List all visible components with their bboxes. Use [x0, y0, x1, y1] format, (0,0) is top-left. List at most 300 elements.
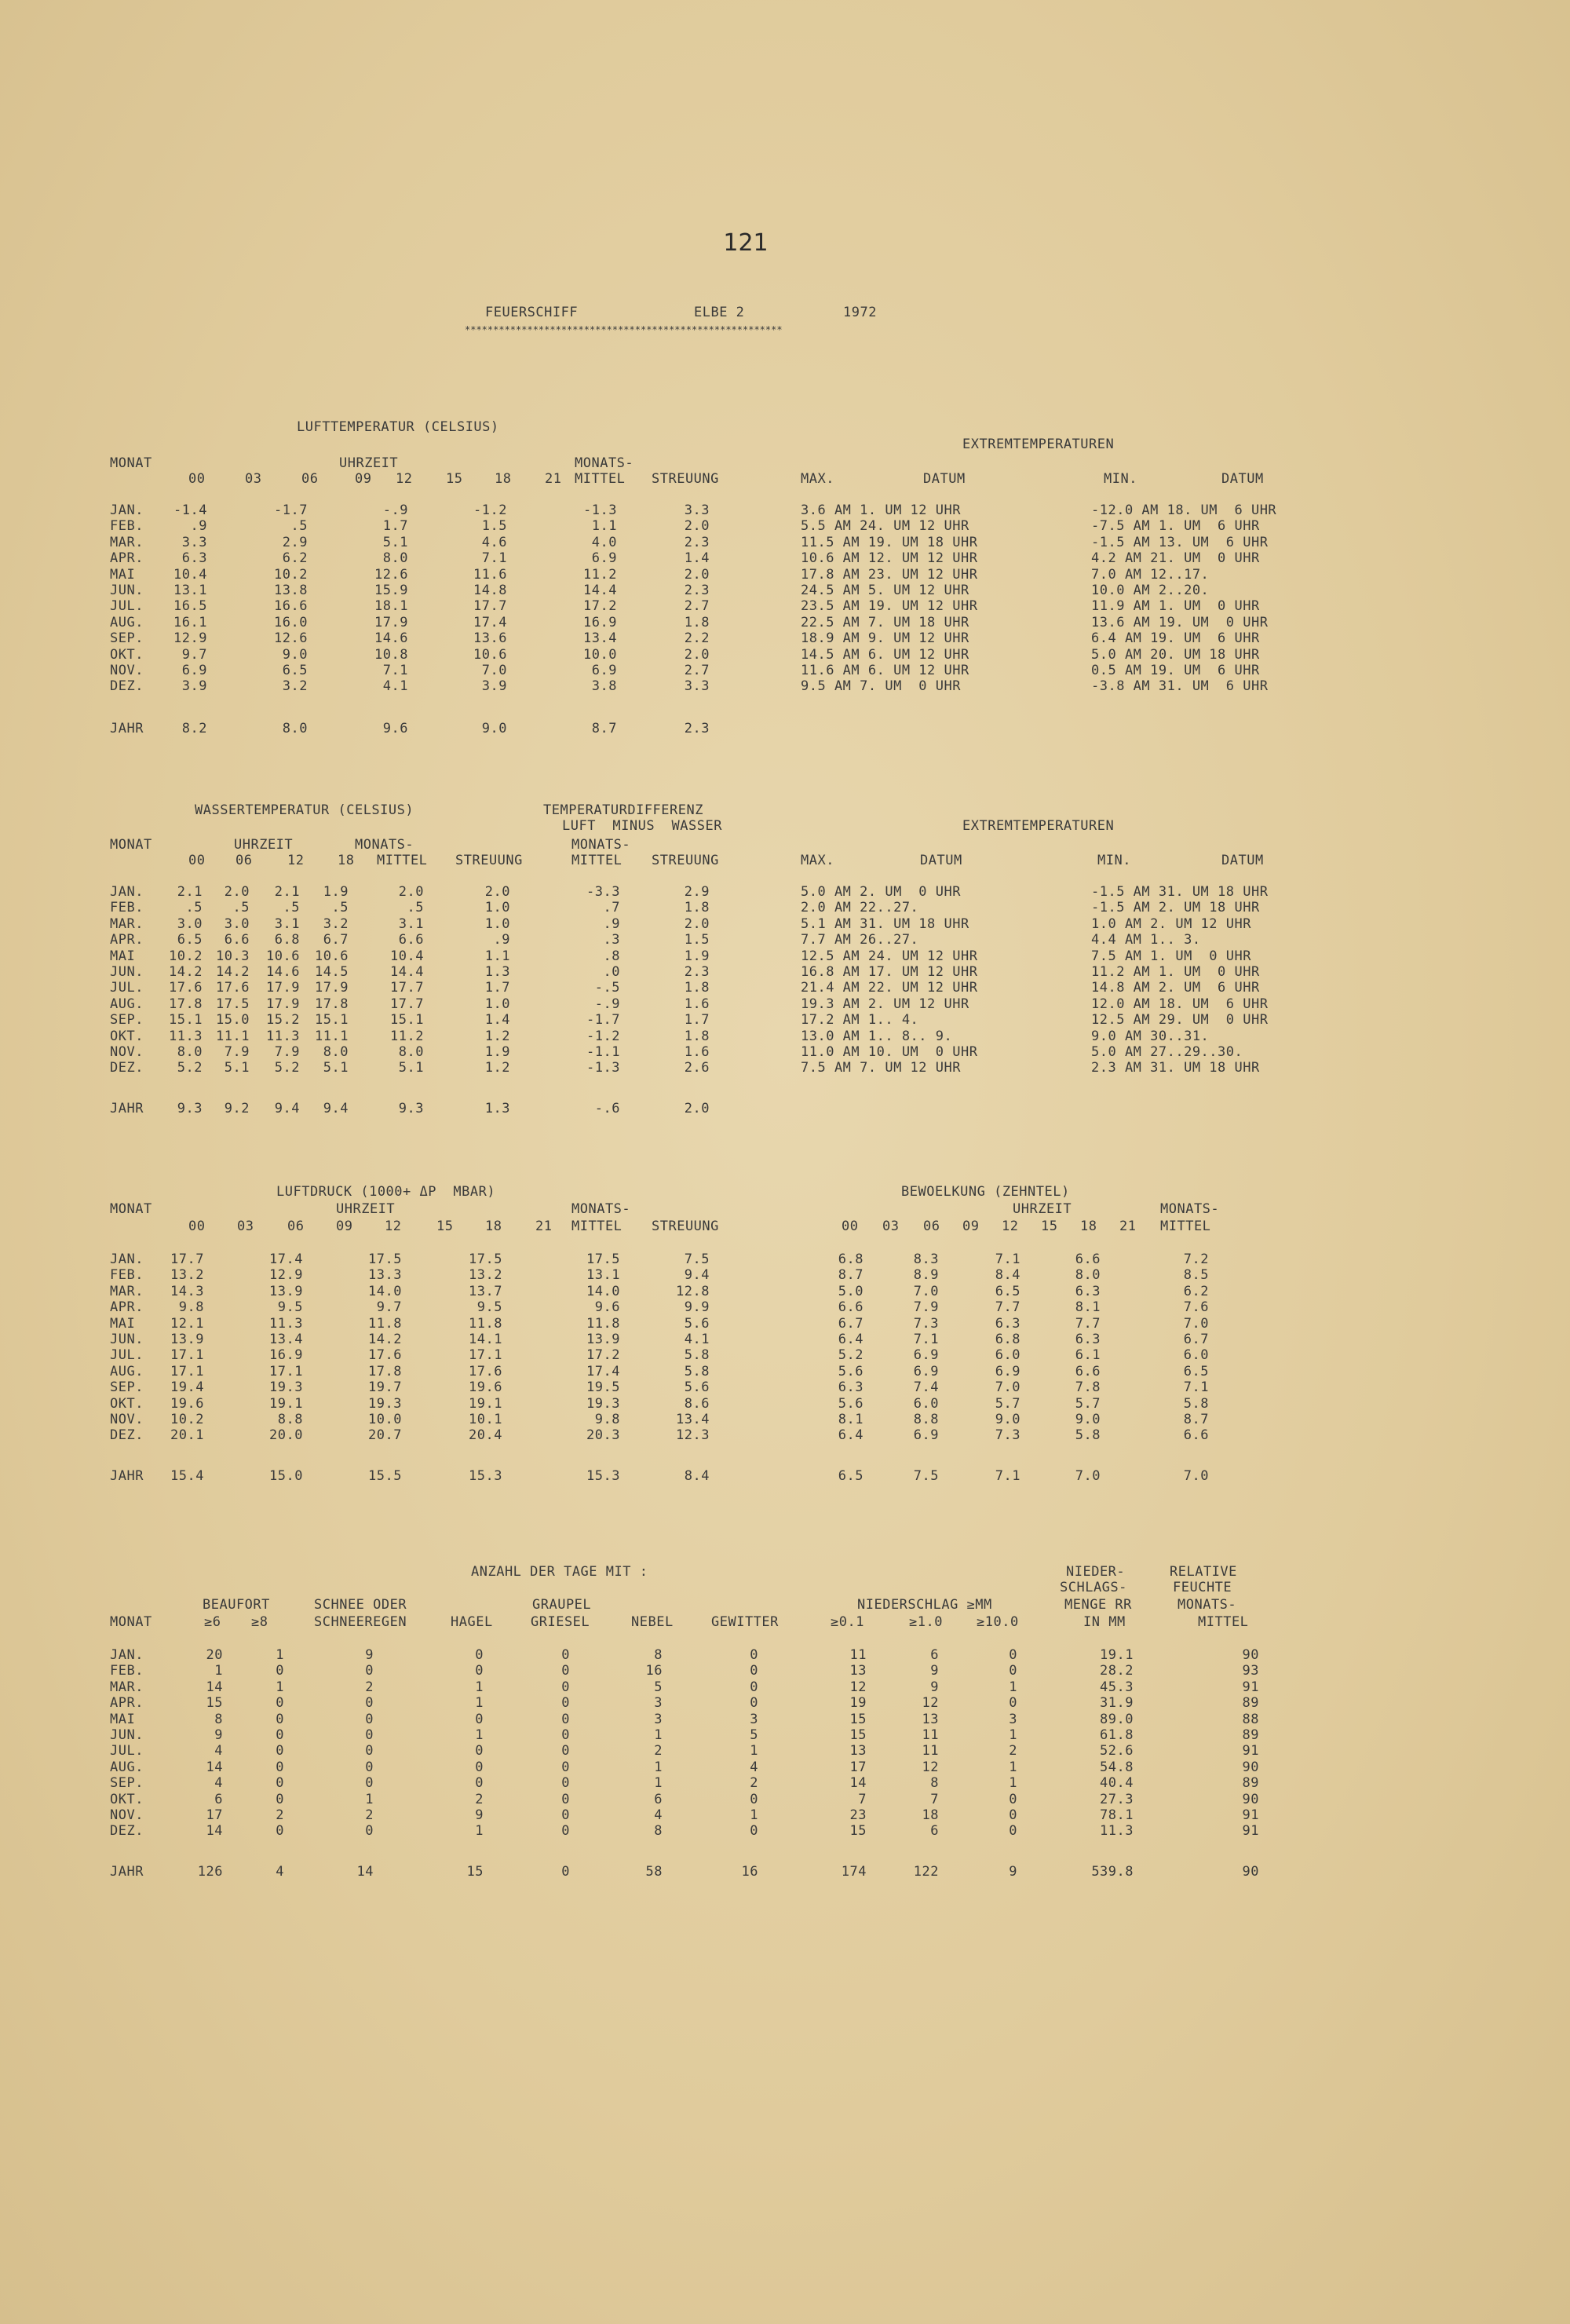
table-cell: 1.6	[684, 1044, 710, 1060]
table-cell: 9.7	[376, 1299, 402, 1316]
table-cell: 5.6	[838, 1363, 864, 1379]
table-cell: .5	[407, 900, 424, 916]
table-cell: 5.8	[1075, 1427, 1101, 1444]
extreme-min: 7.5 AM 1. UM 0 UHR	[1091, 948, 1251, 964]
table-cell: 17.1	[170, 1363, 204, 1379]
table-cell: 1.5	[684, 932, 710, 948]
streuung-header: STREUUNG	[652, 471, 719, 487]
table-cell: 6.5	[1183, 1363, 1209, 1379]
table-cell: 1.8	[684, 900, 710, 916]
table-cell: 11.3	[1100, 1823, 1134, 1840]
table-cell: 0	[561, 1711, 570, 1727]
table-cell: 6	[930, 1647, 939, 1663]
table-cell: 14.2	[216, 964, 250, 980]
table-cell: -.5	[594, 980, 620, 996]
table-cell: 2.0	[398, 884, 424, 900]
table-cell: 5.1	[224, 1060, 250, 1076]
extreme-min: -1.5 AM 2. UM 18 UHR	[1091, 900, 1260, 916]
table-cell: 15	[849, 1711, 867, 1727]
month-label: MAI	[110, 1315, 136, 1332]
table-cell: 0	[276, 1823, 284, 1840]
jahr-cell: 7.0	[1075, 1468, 1101, 1484]
table-cell: 6.5	[177, 932, 203, 948]
table-cell: 14	[206, 1823, 223, 1840]
table-cell: 3.3	[684, 678, 710, 695]
datum-header: DATUM	[1221, 853, 1264, 868]
table-cell: 17.7	[170, 1252, 204, 1267]
month-label: NOV.	[110, 1807, 144, 1823]
month-label: JAN.	[110, 1647, 144, 1663]
table-cell: 1.9	[684, 948, 710, 964]
extreme-min: -1.5 AM 13. UM 6 UHR	[1091, 534, 1269, 550]
extreme-min: 12.0 AM 18. UM 6 UHR	[1091, 996, 1269, 1012]
table-cell: -3.3	[586, 884, 620, 900]
table-cell: 6.2	[1183, 1283, 1209, 1299]
table-cell: 13.9	[586, 1332, 620, 1347]
table-cell: 8.0	[398, 1044, 424, 1060]
hour-header: 00	[842, 1219, 859, 1234]
table-cell: 6.9	[995, 1363, 1020, 1379]
table-cell: 10.4	[173, 566, 207, 583]
n1-header: ≥1.0	[909, 1614, 943, 1630]
hour-header: 12	[287, 853, 305, 868]
table-cell: 6.3	[995, 1315, 1020, 1332]
table-cell: 1.0	[484, 996, 510, 1012]
table-cell: 1.8	[684, 1028, 710, 1044]
table-cell: .7	[603, 900, 620, 916]
table-cell: 17.7	[390, 996, 424, 1012]
table-cell: 0	[276, 1743, 284, 1759]
jahr-cell: 9.2	[224, 1101, 250, 1116]
table-cell: 2.1	[177, 884, 203, 900]
table-cell: -1.1	[586, 1044, 620, 1060]
table-cell: 90	[1242, 1647, 1259, 1663]
table-cell: 17.1	[469, 1347, 502, 1364]
table-cell: 14.2	[368, 1332, 402, 1347]
table-cell: 13.4	[676, 1412, 710, 1427]
table-cell: 1.1	[591, 518, 617, 535]
schnee-header: SCHNEEREGEN	[314, 1614, 407, 1630]
table-cell: 8.0	[1075, 1267, 1101, 1284]
table-cell: 19.1	[269, 1395, 303, 1412]
table-cell: 0	[365, 1759, 374, 1775]
table-cell: 11.3	[266, 1028, 300, 1044]
extreme-min: 4.4 AM 1.. 3.	[1091, 932, 1201, 948]
month-label: JUN.	[110, 583, 144, 598]
datum-header: DATUM	[920, 853, 962, 868]
table-cell: 0	[475, 1711, 484, 1727]
table-cell: 6.0	[995, 1347, 1020, 1364]
month-label: JAN.	[110, 1252, 144, 1267]
extreme-max: 7.5 AM 7. UM 12 UHR	[801, 1060, 961, 1076]
table-cell: 2.0	[224, 884, 250, 900]
table-cell: 3.9	[481, 678, 507, 695]
table-cell: 54.8	[1100, 1759, 1134, 1775]
table-cell: 7.1	[481, 550, 507, 567]
table-cell: 11.1	[315, 1028, 349, 1044]
table-cell: 7.9	[224, 1044, 250, 1060]
table-cell: 2	[654, 1743, 663, 1759]
table-cell: 11.2	[390, 1028, 424, 1044]
jahr-label: JAHR	[110, 1864, 144, 1880]
table-cell: 13.1	[173, 583, 207, 598]
table-cell: 12	[922, 1695, 939, 1712]
table-cell: 8	[654, 1823, 663, 1840]
table-cell: 12.1	[170, 1315, 204, 1332]
table-cell: 1	[654, 1727, 663, 1743]
jahr-cell: 2.3	[684, 721, 710, 736]
month-label: JUN.	[110, 964, 144, 980]
month-label: APR.	[110, 1695, 144, 1712]
table-cell: 12.8	[676, 1283, 710, 1299]
table-cell: 0	[276, 1759, 284, 1775]
table-cell: 10.2	[274, 566, 308, 583]
table-cell: 4.6	[481, 534, 507, 550]
table-cell: 1.6	[684, 996, 710, 1012]
jahr-label: JAHR	[110, 721, 144, 736]
table-cell: 19.1	[469, 1395, 502, 1412]
table-cell: 19.1	[1100, 1647, 1134, 1663]
beaufort-6-header: ≥6	[204, 1614, 221, 1630]
table-cell: 31.9	[1100, 1695, 1134, 1712]
table-cell: 8.3	[913, 1252, 939, 1267]
jahr-cell: 16	[741, 1864, 758, 1880]
month-label: SEP.	[110, 630, 144, 647]
hour-header: 00	[188, 853, 206, 868]
table-cell: 14	[206, 1759, 223, 1775]
table-cell: 3	[1009, 1711, 1017, 1727]
table-cell: 5.6	[684, 1379, 710, 1396]
month-label: JUN.	[110, 1332, 144, 1347]
table-cell: 8	[930, 1775, 939, 1792]
table-cell: 0	[276, 1791, 284, 1807]
table-cell: 15.1	[315, 1012, 349, 1029]
graupel-header: GRAUPEL	[532, 1597, 592, 1613]
table-cell: 15.2	[266, 1012, 300, 1029]
table-cell: 7.0	[1183, 1315, 1209, 1332]
table-cell: 7.7	[995, 1299, 1020, 1316]
table-cell: 9.0	[282, 646, 308, 663]
table-cell: 15.9	[374, 583, 408, 598]
table-cell: 19.6	[170, 1395, 204, 1412]
max-header: MAX.	[801, 471, 834, 487]
table-cell: 0	[561, 1679, 570, 1695]
month-label: MAI	[110, 948, 136, 964]
table-cell: 9	[365, 1647, 374, 1663]
table-cell: 0	[561, 1663, 570, 1679]
month-label: APR.	[110, 550, 144, 567]
table-cell: 11	[922, 1743, 939, 1759]
menge-header: SCHLAGS-	[1060, 1580, 1127, 1595]
table-cell: 1	[475, 1727, 484, 1743]
pressure-title: LUFTDRUCK (1000+ ΔP MBAR)	[276, 1184, 496, 1200]
table-cell: 17.2	[583, 598, 617, 615]
table-cell: 13.4	[269, 1332, 303, 1347]
table-cell: 8.7	[838, 1267, 864, 1284]
table-cell: 17.7	[473, 598, 507, 615]
month-label: JUL.	[110, 1743, 144, 1759]
table-cell: 2	[475, 1791, 484, 1807]
extreme-min: 11.9 AM 1. UM 0 UHR	[1091, 598, 1260, 615]
table-cell: 13	[922, 1711, 939, 1727]
table-cell: 0	[561, 1791, 570, 1807]
table-cell: 0	[750, 1679, 758, 1695]
table-cell: 13.2	[469, 1267, 502, 1284]
month-label: JUN.	[110, 1727, 144, 1743]
table-cell: 2.0	[684, 518, 710, 535]
extreme-min: 12.5 AM 29. UM 0 UHR	[1091, 1012, 1269, 1029]
jahr-cell: 9.4	[323, 1101, 349, 1116]
table-cell: 15.0	[216, 1012, 250, 1029]
monats-header: MONATS-	[571, 837, 631, 853]
table-cell: 12.6	[374, 566, 408, 583]
table-cell: .9	[190, 518, 207, 535]
table-cell: .5	[331, 900, 349, 916]
table-cell: 7.1	[995, 1252, 1020, 1267]
table-cell: 7.3	[995, 1427, 1020, 1444]
table-cell: 16.9	[583, 614, 617, 630]
extreme-min: 14.8 AM 2. UM 6 UHR	[1091, 980, 1260, 996]
table-cell: 14.5	[315, 964, 349, 980]
table-cell: 17.8	[315, 996, 349, 1012]
table-cell: 2.0	[684, 915, 710, 932]
table-cell: 8.9	[913, 1267, 939, 1284]
table-cell: 90	[1242, 1791, 1259, 1807]
table-cell: 5.2	[274, 1060, 300, 1076]
table-cell: 15	[206, 1695, 223, 1712]
table-cell: 3.1	[398, 915, 424, 932]
jahr-cell: 14	[356, 1864, 374, 1880]
rel-header: RELATIVE	[1170, 1564, 1237, 1580]
table-cell: 8.0	[177, 1044, 203, 1060]
table-cell: 0	[475, 1663, 484, 1679]
monat-header: MONAT	[110, 837, 152, 853]
min-header: MIN.	[1097, 853, 1131, 868]
hour-header: 15	[446, 471, 463, 487]
extreme-max: 24.5 AM 5. UM 12 UHR	[801, 583, 969, 598]
extreme-min: 1.0 AM 2. UM 12 UHR	[1091, 915, 1251, 932]
extreme-max: 3.6 AM 1. UM 12 UHR	[801, 502, 961, 518]
extreme-max: 9.5 AM 7. UM 0 UHR	[801, 678, 961, 695]
n01-header: ≥0.1	[831, 1614, 864, 1630]
table-cell: 0	[1009, 1695, 1017, 1712]
beaufort-header: BEAUFORT	[203, 1597, 270, 1613]
month-label: FEB.	[110, 1663, 144, 1679]
table-cell: 1.7	[484, 980, 510, 996]
table-cell: .9	[603, 915, 620, 932]
table-cell: 3	[654, 1711, 663, 1727]
table-cell: 1	[1009, 1759, 1017, 1775]
extreme-min: 6.4 AM 19. UM 6 UHR	[1091, 630, 1260, 647]
table-cell: 1.7	[382, 518, 408, 535]
table-cell: 1	[1009, 1727, 1017, 1743]
table-cell: 3.2	[323, 915, 349, 932]
table-cell: 10.2	[169, 948, 203, 964]
month-label: JAN.	[110, 884, 144, 900]
table-cell: 0	[1009, 1663, 1017, 1679]
table-cell: 7.4	[913, 1379, 939, 1396]
table-cell: 1	[475, 1679, 484, 1695]
table-cell: 6.1	[1075, 1347, 1101, 1364]
table-cell: 14.0	[368, 1283, 402, 1299]
table-cell: 10.0	[583, 646, 617, 663]
table-cell: 0	[276, 1727, 284, 1743]
table-cell: 17.9	[266, 996, 300, 1012]
table-cell: 7.9	[274, 1044, 300, 1060]
extreme-max: 11.6 AM 6. UM 12 UHR	[801, 663, 969, 678]
rel-header: MITTEL	[1198, 1614, 1249, 1630]
streuung-header: STREUUNG	[455, 853, 523, 868]
table-cell: 0	[1009, 1791, 1017, 1807]
table-cell: 17	[849, 1759, 867, 1775]
jahr-cell: 15.4	[170, 1468, 204, 1484]
table-cell: 7.1	[1183, 1379, 1209, 1396]
table-cell: 1	[654, 1759, 663, 1775]
table-cell: 6.6	[224, 932, 250, 948]
table-cell: 8.0	[382, 550, 408, 567]
table-cell: -1.7	[274, 502, 308, 518]
table-cell: 16.6	[274, 598, 308, 615]
month-label: NOV.	[110, 1044, 144, 1060]
table-cell: 2	[276, 1807, 284, 1823]
table-cell: 8.5	[1183, 1267, 1209, 1284]
table-cell: 0	[561, 1759, 570, 1775]
table-cell: 4.1	[684, 1332, 710, 1347]
table-cell: 91	[1242, 1679, 1259, 1695]
uhrzeit-header: UHRZEIT	[339, 455, 399, 471]
table-cell: 0	[561, 1743, 570, 1759]
table-cell: 3.3	[684, 502, 710, 518]
hour-header: 15	[1041, 1219, 1058, 1234]
month-label: FEB.	[110, 1267, 144, 1284]
jahr-cell: 6.5	[838, 1468, 864, 1484]
month-label: MAR.	[110, 1283, 144, 1299]
jahr-cell: 9.6	[382, 721, 408, 736]
table-cell: 1.9	[484, 1044, 510, 1060]
table-cell: 5.7	[1075, 1395, 1101, 1412]
table-cell: 13.1	[586, 1267, 620, 1284]
table-cell: 16.1	[173, 614, 207, 630]
table-cell: 93	[1242, 1663, 1259, 1679]
table-cell: 6	[930, 1823, 939, 1840]
table-cell: 0	[475, 1647, 484, 1663]
extreme-min: 9.0 AM 30..31.	[1091, 1028, 1210, 1044]
table-cell: 2.0	[484, 884, 510, 900]
monats-header: MONATS-	[355, 837, 414, 853]
table-cell: 1	[750, 1743, 758, 1759]
table-cell: 5.7	[995, 1395, 1020, 1412]
month-label: APR.	[110, 932, 144, 948]
table-cell: 14.4	[583, 583, 617, 598]
table-cell: 90	[1242, 1759, 1259, 1775]
table-cell: 7.1	[382, 663, 408, 678]
table-cell: 13	[849, 1663, 867, 1679]
table-cell: 5.6	[838, 1395, 864, 1412]
month-label: FEB.	[110, 900, 144, 916]
extreme-max: 16.8 AM 17. UM 12 UHR	[801, 964, 978, 980]
table-cell: 12.3	[676, 1427, 710, 1444]
table-cell: 8.4	[995, 1267, 1020, 1284]
table-cell: 17.5	[216, 996, 250, 1012]
min-header: MIN.	[1104, 471, 1137, 487]
table-cell: 13.4	[583, 630, 617, 647]
table-cell: 7.8	[1075, 1379, 1101, 1396]
table-cell: 6.4	[838, 1332, 864, 1347]
table-cell: 6.9	[591, 550, 617, 567]
table-cell: 19.5	[586, 1379, 620, 1396]
hour-header: 18	[338, 853, 355, 868]
table-cell: 7.0	[481, 663, 507, 678]
table-cell: 17.1	[269, 1363, 303, 1379]
table-cell: 89	[1242, 1727, 1259, 1743]
jahr-cell: 8.4	[684, 1468, 710, 1484]
table-cell: 6	[654, 1791, 663, 1807]
extreme-max: 18.9 AM 9. UM 12 UHR	[801, 630, 969, 647]
table-cell: 17.6	[368, 1347, 402, 1364]
table-cell: 14.6	[266, 964, 300, 980]
table-cell: 13.6	[473, 630, 507, 647]
table-cell: 6.3	[181, 550, 207, 567]
table-cell: 40.4	[1100, 1775, 1134, 1792]
table-cell: 17.4	[269, 1252, 303, 1267]
table-cell: -1.3	[583, 502, 617, 518]
jahr-cell: 7.0	[1183, 1468, 1209, 1484]
table-cell: 9	[475, 1807, 484, 1823]
table-cell: 17.6	[216, 980, 250, 996]
table-cell: 9	[930, 1679, 939, 1695]
table-cell: 11.3	[169, 1028, 203, 1044]
table-cell: 16.5	[173, 598, 207, 615]
table-cell: 19.6	[469, 1379, 502, 1396]
table-cell: 1	[475, 1823, 484, 1840]
table-cell: 3	[654, 1695, 663, 1712]
table-cell: 0	[365, 1711, 374, 1727]
month-label: SEP.	[110, 1012, 144, 1029]
extreme-max: 10.6 AM 12. UM 12 UHR	[801, 550, 978, 567]
hour-header: 18	[485, 1219, 502, 1234]
hour-header: 09	[355, 471, 372, 487]
table-cell: 4.1	[382, 678, 408, 695]
hour-header: 15	[436, 1219, 454, 1234]
table-cell: 3.0	[224, 915, 250, 932]
table-cell: 3.8	[591, 678, 617, 695]
table-cell: 89.0	[1100, 1711, 1134, 1727]
jahr-cell: 1.3	[484, 1101, 510, 1116]
table-cell: 3.1	[274, 915, 300, 932]
table-cell: 0	[365, 1727, 374, 1743]
jahr-cell: 126	[197, 1864, 223, 1880]
table-cell: 0	[365, 1663, 374, 1679]
uhrzeit-header: UHRZEIT	[336, 1201, 396, 1217]
extreme-max: 5.1 AM 31. UM 18 UHR	[801, 915, 969, 932]
table-cell: 3	[750, 1711, 758, 1727]
table-cell: 17.4	[586, 1363, 620, 1379]
hour-header: 09	[336, 1219, 353, 1234]
hour-header: 06	[287, 1219, 305, 1234]
month-label: MAR.	[110, 1679, 144, 1695]
table-cell: 1	[1009, 1775, 1017, 1792]
table-cell: 0	[750, 1791, 758, 1807]
table-cell: 6.5	[995, 1283, 1020, 1299]
table-cell: 6	[214, 1791, 223, 1807]
jahr-cell: 9.3	[398, 1101, 424, 1116]
rel-header: FEUCHTE	[1173, 1580, 1232, 1595]
table-cell: 5	[654, 1679, 663, 1695]
table-cell: 20.3	[586, 1427, 620, 1444]
table-cell: 1	[1009, 1679, 1017, 1695]
table-cell: 20.7	[368, 1427, 402, 1444]
table-cell: 6.3	[1075, 1332, 1101, 1347]
